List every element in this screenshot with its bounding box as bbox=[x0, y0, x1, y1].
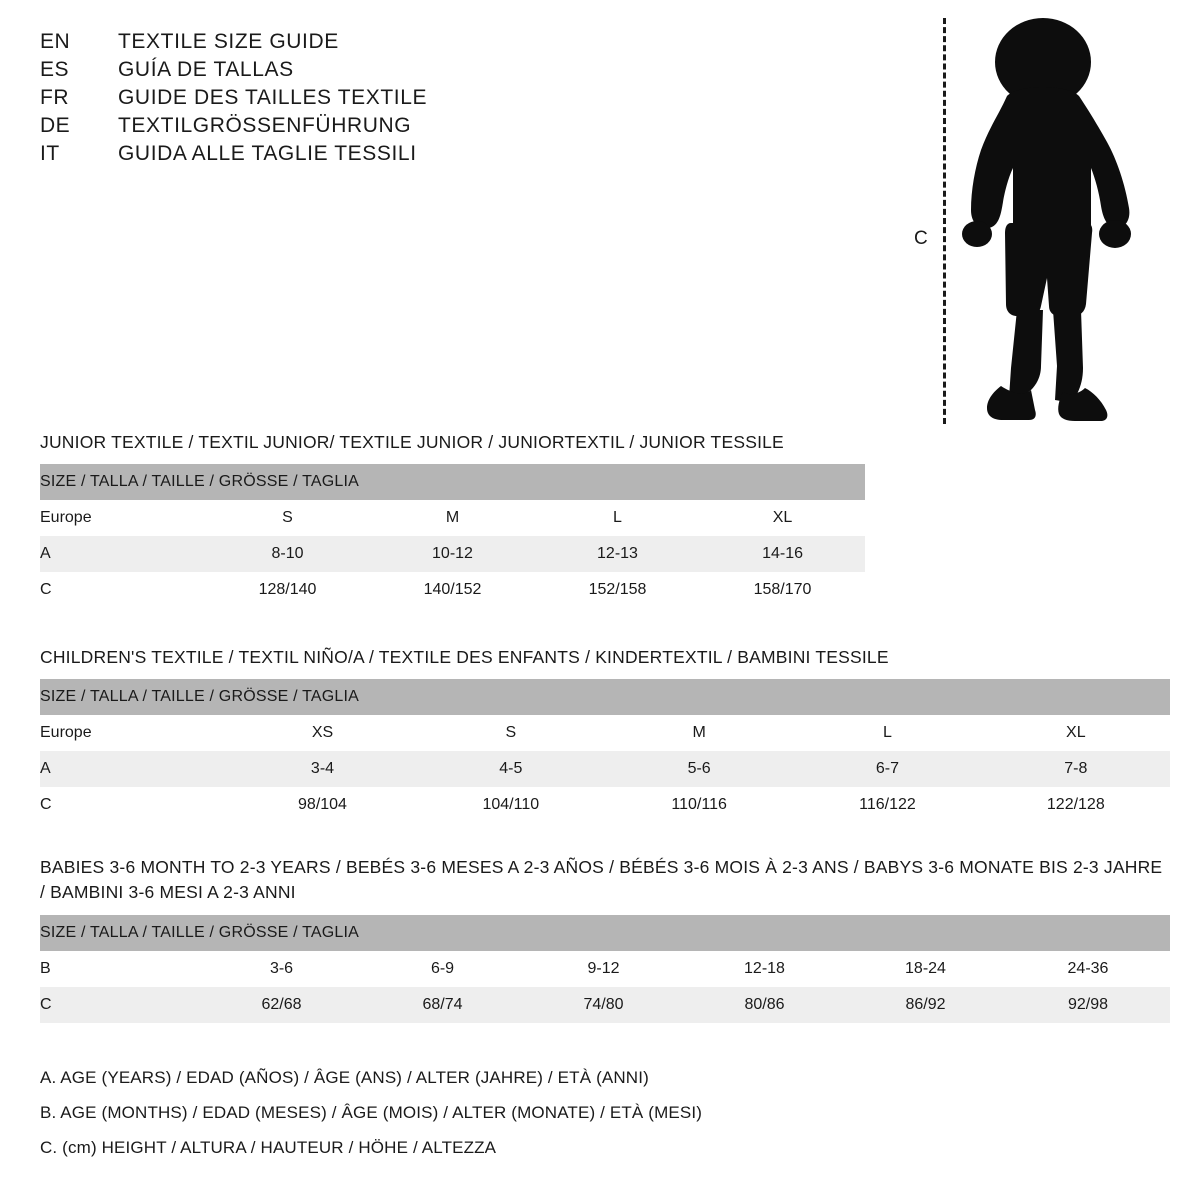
table-cell: 122/128 bbox=[982, 787, 1170, 823]
table-header-row bbox=[40, 915, 1170, 951]
guide-title: TEXTILGRÖSSENFÜHRUNG bbox=[118, 114, 412, 137]
guide-title: GUÍA DE TALLAS bbox=[118, 58, 294, 81]
table-row bbox=[40, 715, 1170, 751]
table-cell: M bbox=[605, 715, 793, 751]
table-cell: 24-36 bbox=[1006, 951, 1170, 987]
table-cell: 86/92 bbox=[845, 987, 1006, 1023]
child-silhouette-icon bbox=[955, 18, 1135, 423]
table-cell: L bbox=[793, 715, 981, 751]
section-babies-textile bbox=[40, 855, 1170, 1023]
section-junior-textile bbox=[40, 430, 865, 608]
table-cell: 10-12 bbox=[370, 536, 535, 572]
table-cell: XL bbox=[700, 500, 865, 536]
table-row bbox=[40, 987, 1170, 1023]
table-cell: XL bbox=[982, 715, 1170, 751]
table-header-label: SIZE / TALLA / TAILLE / GRÖSSE / TAGLIA bbox=[40, 464, 865, 500]
height-measure-figure bbox=[900, 10, 1160, 420]
section-children-textile bbox=[40, 645, 1170, 823]
language-code: FR bbox=[40, 86, 69, 109]
table-cell: 74/80 bbox=[523, 987, 684, 1023]
section-title: CHILDREN'S TEXTILE / TEXTIL NIÑO/A / TEXTILE DES ENFANTS / KINDERTEXTIL / BAMBINI TESSILE bbox=[40, 647, 889, 667]
row-label: C bbox=[40, 987, 201, 1023]
header-row bbox=[40, 142, 820, 166]
legend-block bbox=[40, 1068, 702, 1173]
table-cell: 18-24 bbox=[845, 951, 1006, 987]
table-cell: 4-5 bbox=[417, 751, 605, 787]
height-dashed-line bbox=[943, 18, 946, 424]
table-header-label: SIZE / TALLA / TAILLE / GRÖSSE / TAGLIA bbox=[40, 915, 1170, 951]
table-cell: 12-13 bbox=[535, 536, 700, 572]
language-code: IT bbox=[40, 142, 60, 165]
guide-title: GUIDA ALLE TAGLIE TESSILI bbox=[118, 142, 417, 165]
guide-title: TEXTILE SIZE GUIDE bbox=[118, 30, 339, 53]
babies-size-table bbox=[40, 915, 1170, 1023]
table-cell: S bbox=[205, 500, 370, 536]
table-row bbox=[40, 536, 865, 572]
row-label: Europe bbox=[40, 500, 205, 536]
row-label: Europe bbox=[40, 715, 228, 751]
table-row bbox=[40, 572, 865, 608]
table-cell: 12-18 bbox=[684, 951, 845, 987]
table-row bbox=[40, 500, 865, 536]
table-cell: 8-10 bbox=[205, 536, 370, 572]
figure-measure-label: C bbox=[914, 228, 928, 249]
table-cell: 92/98 bbox=[1006, 987, 1170, 1023]
legend-item-b: B. AGE (MONTHS) / EDAD (MESES) / ÂGE (MOIS) / ALTER (MONATE) / ETÀ (MESI) bbox=[40, 1103, 703, 1122]
row-label: C bbox=[40, 572, 205, 608]
language-code: DE bbox=[40, 114, 71, 137]
table-row bbox=[40, 951, 1170, 987]
row-label: C bbox=[40, 787, 228, 823]
table-cell: 104/110 bbox=[417, 787, 605, 823]
header-row bbox=[40, 58, 820, 82]
section-title: BABIES 3-6 MONTH TO 2-3 YEARS / BEBÉS 3-6 MESES A 2-3 AÑOS / BÉBÉS 3-6 MOIS À 2-3 ANS / BABYS 3-6 MONATE BIS 2-3 JAHRE / BAMBINI 3-6 MESI A 2-3 ANNI bbox=[40, 857, 1163, 903]
table-cell: 110/116 bbox=[605, 787, 793, 823]
language-code: ES bbox=[40, 58, 70, 81]
table-cell: 152/158 bbox=[535, 572, 700, 608]
table-header-row bbox=[40, 464, 865, 500]
language-code: EN bbox=[40, 30, 71, 53]
header-block bbox=[40, 30, 820, 170]
legend-item-c: C. (cm) HEIGHT / ALTURA / HAUTEUR / HÖHE / ALTEZZA bbox=[40, 1138, 497, 1157]
row-label: A bbox=[40, 751, 228, 787]
row-label: A bbox=[40, 536, 205, 572]
table-row bbox=[40, 751, 1170, 787]
table-cell: 98/104 bbox=[228, 787, 416, 823]
table-cell: 6-9 bbox=[362, 951, 523, 987]
row-label: B bbox=[40, 951, 201, 987]
table-cell: 7-8 bbox=[982, 751, 1170, 787]
guide-title: GUIDE DES TAILLES TEXTILE bbox=[118, 86, 428, 109]
table-cell: 9-12 bbox=[523, 951, 684, 987]
table-cell: S bbox=[417, 715, 605, 751]
header-row bbox=[40, 86, 820, 110]
table-cell: 14-16 bbox=[700, 536, 865, 572]
table-cell: 68/74 bbox=[362, 987, 523, 1023]
table-cell: 128/140 bbox=[205, 572, 370, 608]
legend-item-a: A. AGE (YEARS) / EDAD (AÑOS) / ÂGE (ANS) / ALTER (JAHRE) / ETÀ (ANNI) bbox=[40, 1068, 649, 1087]
table-cell: M bbox=[370, 500, 535, 536]
table-cell: 3-6 bbox=[201, 951, 362, 987]
section-title: JUNIOR TEXTILE / TEXTIL JUNIOR/ TEXTILE JUNIOR / JUNIORTEXTIL / JUNIOR TESSILE bbox=[40, 432, 784, 452]
table-cell: L bbox=[535, 500, 700, 536]
table-header-label: SIZE / TALLA / TAILLE / GRÖSSE / TAGLIA bbox=[40, 679, 1170, 715]
children-size-table bbox=[40, 679, 1170, 823]
table-cell: 116/122 bbox=[793, 787, 981, 823]
table-header-row bbox=[40, 679, 1170, 715]
table-cell: 158/170 bbox=[700, 572, 865, 608]
table-cell: 3-4 bbox=[228, 751, 416, 787]
table-cell: 140/152 bbox=[370, 572, 535, 608]
header-row bbox=[40, 30, 820, 54]
junior-size-table bbox=[40, 464, 865, 608]
table-cell: XS bbox=[228, 715, 416, 751]
table-row bbox=[40, 787, 1170, 823]
table-cell: 6-7 bbox=[793, 751, 981, 787]
table-cell: 5-6 bbox=[605, 751, 793, 787]
header-row bbox=[40, 114, 820, 138]
table-cell: 62/68 bbox=[201, 987, 362, 1023]
table-cell: 80/86 bbox=[684, 987, 845, 1023]
